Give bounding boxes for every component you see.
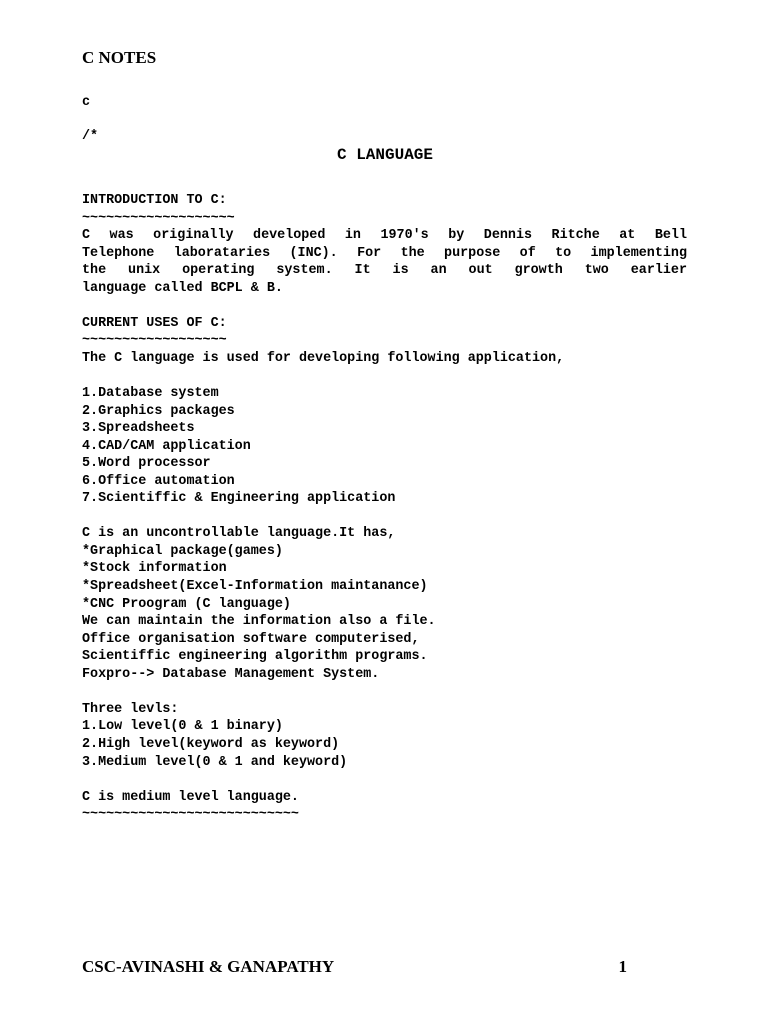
header-title: C NOTES — [82, 48, 157, 67]
intro-heading: INTRODUCTION TO C: — [82, 193, 227, 208]
uses-lead: The C language is used for developing following application, — [82, 350, 565, 366]
uses-heading: CURRENT USES OF C: — [82, 315, 227, 331]
intro-line: language called BCPL & B. — [82, 280, 283, 296]
text-line: *Stock information — [82, 561, 227, 577]
blank-line — [82, 683, 687, 701]
text-line: Office organisation software computerised, — [82, 631, 420, 647]
blank-line — [82, 771, 687, 789]
uses-underline: ~~~~~~~~~~~~~~~~~~ — [82, 333, 227, 349]
list-item: 1.Low level(0 & 1 binary) — [82, 719, 283, 735]
text-line: *Spreadsheet(Excel-Information maintanance) — [82, 579, 428, 595]
list-item: 2.High level(keyword as keyword) — [82, 736, 340, 752]
list-item: 4.CAD/CAM application — [82, 438, 251, 454]
text-line: C is an uncontrollable language.It has, — [82, 526, 396, 542]
intro-underline: ~~~~~~~~~~~~~~~~~~~ — [82, 210, 235, 226]
text-line: *CNC Proogram (C language) — [82, 596, 291, 612]
list-item: 3.Spreadsheets — [82, 421, 195, 437]
blank-line — [82, 297, 687, 315]
list-item: 1.Database system — [82, 386, 219, 402]
intro-line: C was originally developed in 1970's by Dennis Ritche at Bell — [82, 228, 687, 244]
list-item: 2.Graphics packages — [82, 403, 235, 419]
levels-heading: Three levls: — [82, 701, 179, 717]
body-text — [82, 192, 687, 824]
blank-line — [82, 508, 687, 526]
list-item: 5.Word processor — [82, 456, 211, 472]
list-item: 6.Office automation — [82, 473, 235, 489]
list-item: 3.Medium level(0 & 1 and keyword) — [82, 754, 348, 770]
text-line: We can maintain the information also a file. — [82, 614, 436, 630]
intro-line: the unix operating system. It is an out growth two earlier — [82, 263, 687, 279]
document-title: C LANGUAGE — [336, 146, 433, 164]
blank-line — [82, 367, 687, 385]
text-line: Foxpro--> Database Management System. — [82, 666, 380, 682]
text-line: Scientiffic engineering algorithm programs. — [82, 649, 428, 665]
list-item: 7.Scientiffic & Engineering application — [82, 491, 396, 507]
line-c: c — [82, 95, 91, 110]
conclusion-line: C is medium level language. — [82, 789, 299, 805]
intro-line: Telephone laborataries (INC). For the purpose of to implementing — [82, 245, 687, 261]
text-line: *Graphical package(games) — [82, 543, 283, 559]
conclusion-underline: ~~~~~~~~~~~~~~~~~~~~~~~~~~~ — [82, 807, 299, 823]
footer-author: CSC-AVINASHI & GANAPATHY — [82, 957, 335, 976]
page-number: 1 — [618, 957, 627, 976]
comment-open: /* — [82, 129, 99, 144]
